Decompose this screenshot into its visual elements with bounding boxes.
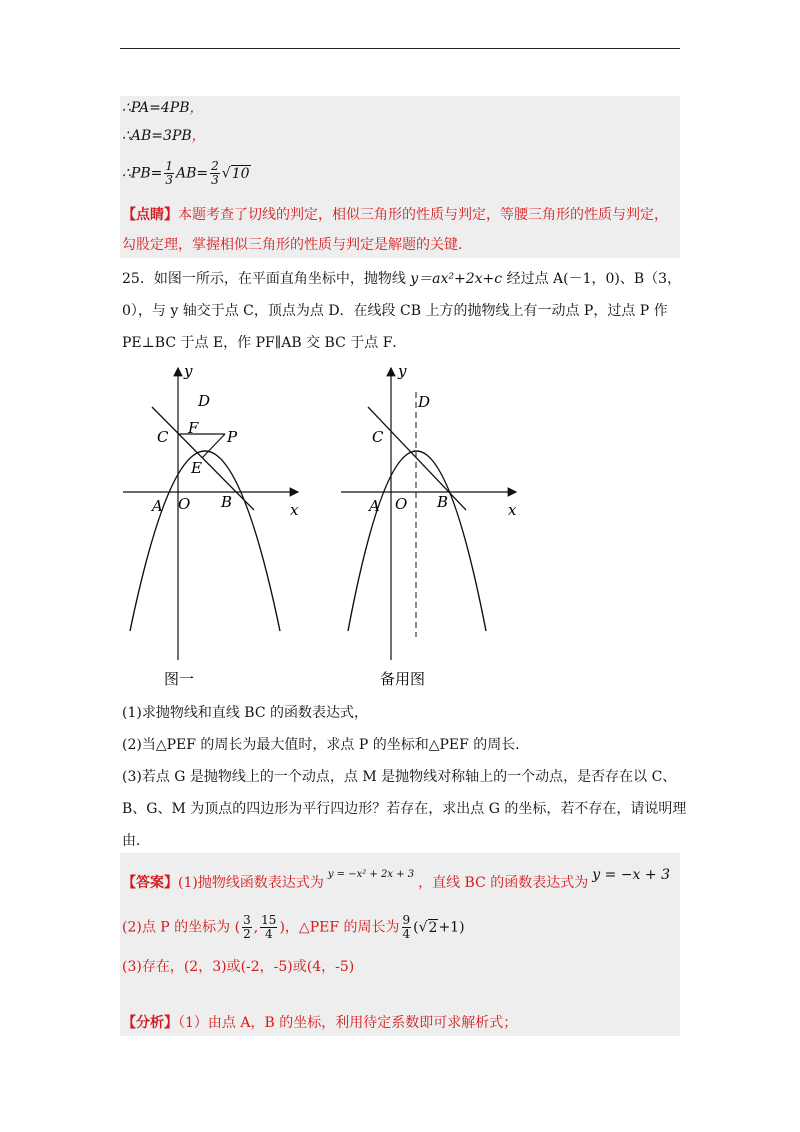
line-bc [152,407,254,510]
parabola [130,451,280,631]
question-3-line-1: (3)若点 G 是抛物线上的一个动点，点 M 是抛物线对称轴上的一个动点，是否存在以 C、 [122,769,677,785]
solution-line-3: ∴PB= $\frac{1}{3}$ AB= $\frac{2}{3}$ √10 [122,159,250,187]
dianjing-line-2: 勾股定理，掌握相似三角形的性质与判定是解题的关键． [122,237,472,253]
label-d: D [418,393,431,411]
label-y: y [184,362,193,380]
segment-pe [202,434,225,458]
problem-line-1: 25．如图一所示，在平面直角坐标中，抛物线 y＝ax²+2x+c 经过点 A(－1，0)、B（3， [122,271,682,287]
question-2: (2)当△PEF 的周长为最大值时，求点 P 的坐标和△PEF 的周长． [122,737,530,753]
figure-2 [336,362,536,694]
dianjing-line-1: 【点睛】本题考查了切线的判定，相似三角形的性质与判定，等腰三角形的性质与判定， [122,207,668,223]
label-a: A [152,497,163,515]
figure-1 [118,362,318,694]
answer-line-3: (3)存在，(2，3)或(-2，-5)或(4，-5) [122,959,355,975]
label-c: C [157,428,169,446]
caption-fig1: 图一 [164,670,195,688]
label-f: F [188,419,199,437]
label-b: B [437,493,449,511]
label-b: B [221,493,233,511]
solution-line-1: ∴PA=4PB， [122,100,204,116]
answer-line-2: (2)点 P 的坐标为 ( $\frac{3}{2}$ , $\frac{15}{4}$ )，△PEF 的周长为 $\frac{9}{4}$ (√2+1) [122,913,465,941]
parabola [348,451,486,631]
solution-line-2: ∴AB=3PB， [122,128,206,144]
question-3-line-2: B、G、M 为顶点的四边形为平行四边形？若存在，求出点 G 的坐标，若不存在，请说明理 [122,801,687,817]
header-rule [120,48,680,49]
label-d: D [198,392,211,410]
label-o: O [178,495,191,513]
caption-fig2: 备用图 [380,670,426,688]
question-3-line-3: 由． [122,833,150,849]
label-c: C [372,428,384,446]
label-p: P [227,428,238,446]
label-a: A [369,497,380,515]
label-x: x [508,501,517,519]
problem-line-2: 0），与 y 轴交于点 C，顶点为点 D．在线段 CB 上方的抛物线上有一动点 P，过点 P 作 [122,303,668,319]
analysis-line: 【分析】（1）由点 A，B 的坐标，利用待定系数即可求解析式； [122,1015,518,1031]
label-o: O [395,495,408,513]
problem-line-3: PE⊥BC 于点 E，作 PF∥AB 交 BC 于点 F． [122,335,407,351]
label-x: x [290,501,299,519]
answer-line-1: 【答案】(1)抛物线函数表达式为$^{y = -x^2 + 2x + 3}$，直线 BC 的函数表达式为 y = −x + 3 [122,867,670,891]
question-1: (1)求抛物线和直线 BC 的函数表达式， [122,705,368,721]
label-e: E [191,459,202,477]
label-y: y [398,362,407,380]
